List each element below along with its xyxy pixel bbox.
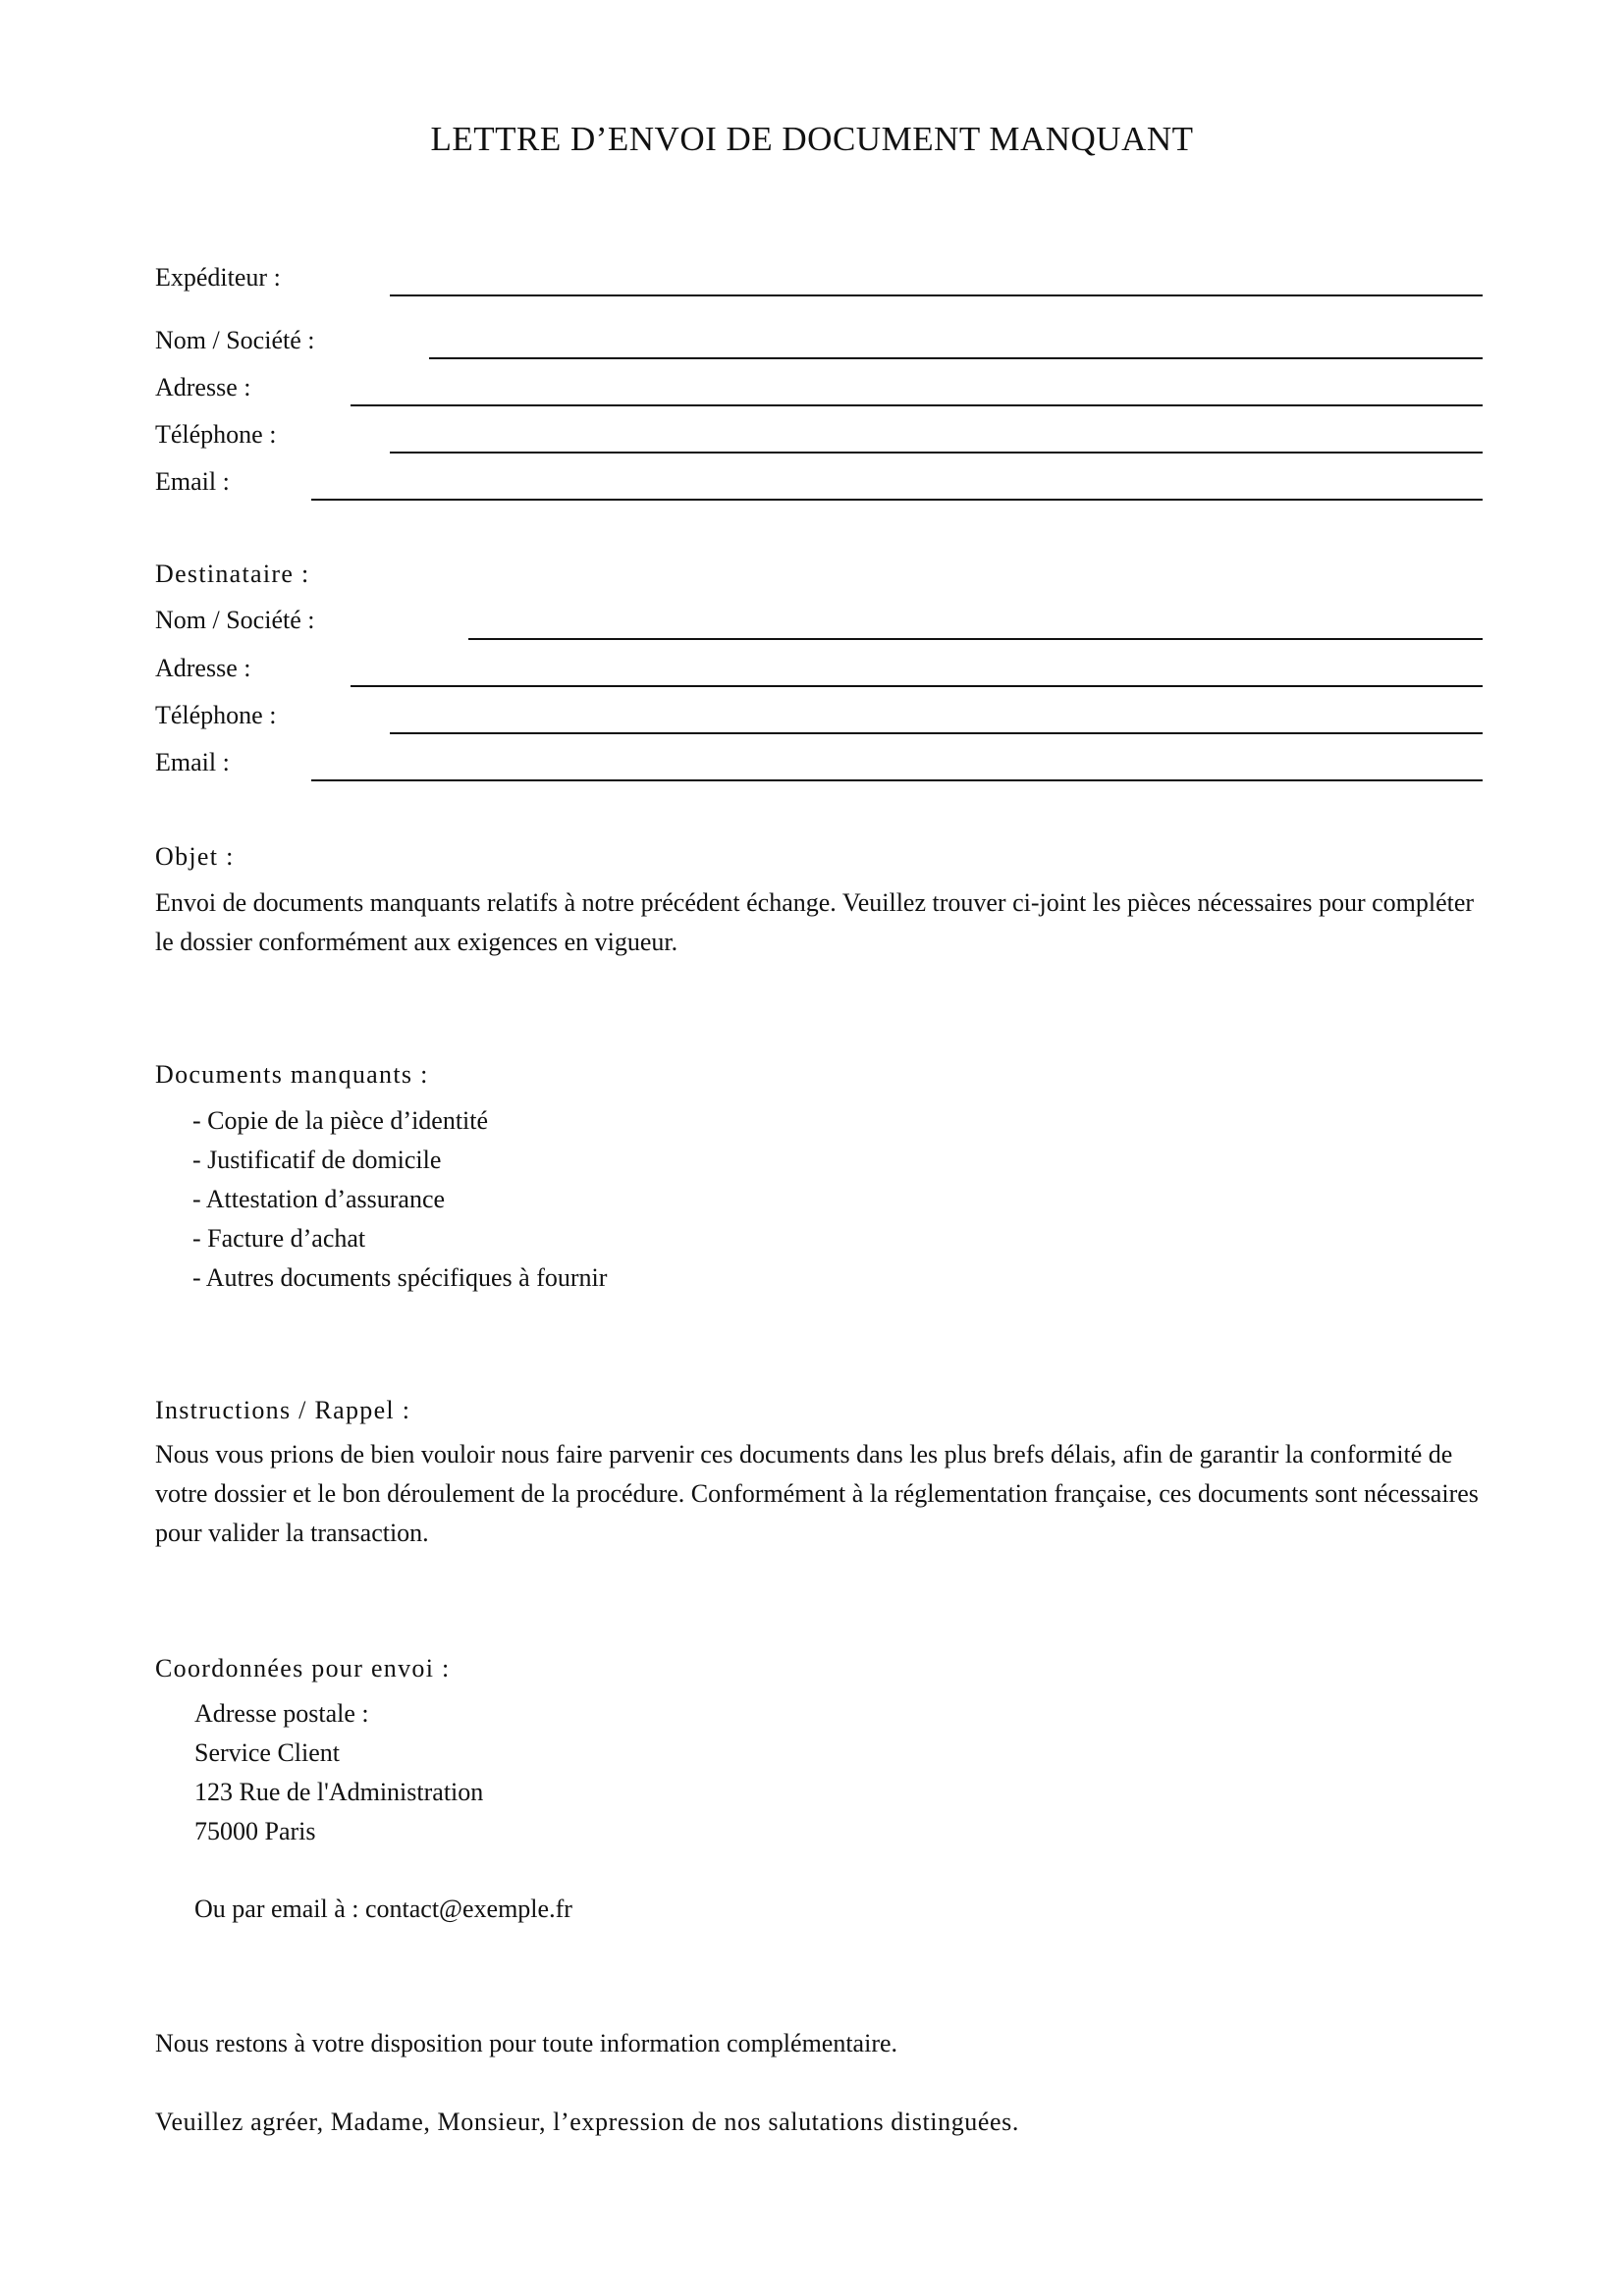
- sender-address-line[interactable]: [351, 404, 1483, 406]
- recipient-name-label: Nom / Société :: [155, 606, 315, 634]
- sender-name-line[interactable]: [429, 357, 1483, 359]
- recipient-heading: Destinataire :: [155, 560, 310, 588]
- recipient-phone-label: Téléphone :: [155, 701, 277, 729]
- postal-address-city: 75000 Paris: [194, 1817, 316, 1845]
- recipient-email-label: Email :: [155, 748, 230, 776]
- sender-phone-line[interactable]: [390, 452, 1483, 454]
- recipient-phone-line[interactable]: [390, 732, 1483, 734]
- sender-email-line[interactable]: [311, 499, 1483, 501]
- list-item: - Facture d’achat: [192, 1224, 366, 1253]
- recipient-address-line[interactable]: [351, 685, 1483, 687]
- sender-heading: Expéditeur :: [155, 263, 281, 292]
- postal-address-service: Service Client: [194, 1738, 341, 1767]
- sender-fill-line[interactable]: [390, 294, 1483, 296]
- page-title: LETTRE D’ENVOI DE DOCUMENT MANQUANT: [430, 120, 1194, 158]
- sender-address-label: Adresse :: [155, 373, 251, 401]
- recipient-email-line[interactable]: [311, 779, 1483, 781]
- closing-salutation: Veuillez agréer, Madame, Monsieur, l’expression de nos salutations distinguées.: [155, 2108, 1019, 2136]
- closing-availability: Nous restons à votre disposition pour toute information complémentaire.: [155, 2029, 898, 2057]
- postal-address-label: Adresse postale :: [194, 1699, 369, 1728]
- list-item: - Attestation d’assurance: [192, 1185, 446, 1213]
- instructions-text: Nous vous prions de bien vouloir nous faire parvenir ces documents dans les plus brefs délais, afin de garantir la conformité de votre dossier et le bon déroulement de la procédure. Conformément à la réglementation française, ces documents sont nécessaires pour valider la transaction.: [155, 1440, 1479, 1547]
- recipient-name-line[interactable]: [468, 638, 1483, 640]
- list-item: - Copie de la pièce d’identité: [192, 1106, 489, 1135]
- missing-documents-list: [192, 1101, 607, 1298]
- missing-documents-heading: Documents manquants :: [155, 1060, 429, 1089]
- instructions-heading: Instructions / Rappel :: [155, 1396, 411, 1424]
- sender-name-label: Nom / Société :: [155, 326, 315, 354]
- sender-email-label: Email :: [155, 467, 230, 496]
- list-item: - Justificatif de domicile: [192, 1146, 442, 1174]
- shipping-contact-heading: Coordonnées pour envoi :: [155, 1654, 451, 1682]
- subject-text: Envoi de documents manquants relatifs à notre précédent échange. Veuillez trouver ci-joint les pièces nécessaires pour compléter le dossier conformément aux exigences en vigueur.: [155, 888, 1475, 956]
- list-item: - Autres documents spécifiques à fournir: [192, 1263, 608, 1292]
- sender-phone-label: Téléphone :: [155, 420, 277, 449]
- recipient-address-label: Adresse :: [155, 654, 251, 682]
- subject-heading: Objet :: [155, 842, 235, 871]
- postal-address-street: 123 Rue de l'Administration: [194, 1778, 484, 1806]
- contact-email-line: Ou par email à : contact@exemple.fr: [194, 1895, 572, 1923]
